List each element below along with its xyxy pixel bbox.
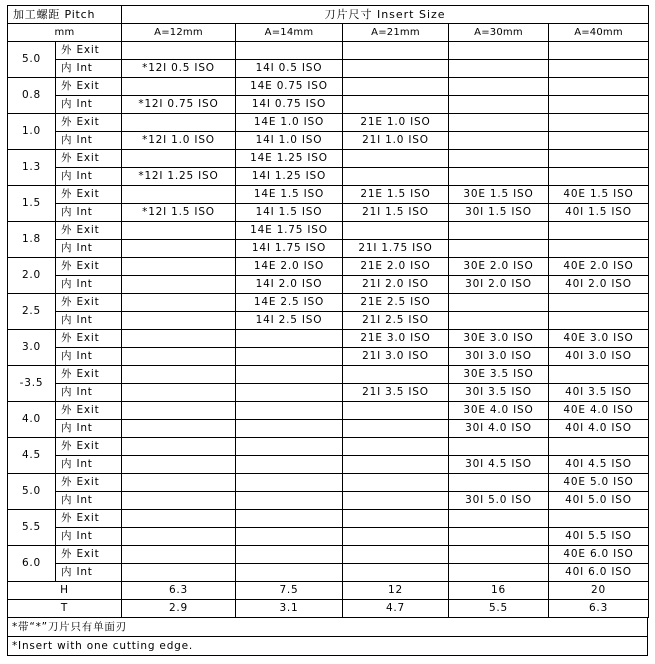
- insert-cell: *12I 1.25 ISO: [122, 168, 236, 186]
- insert-cell: 21E 3.0 ISO: [343, 330, 449, 348]
- insert-cell: 21E 2.0 ISO: [343, 258, 449, 276]
- insert-cell: [122, 510, 236, 528]
- pitch-value: 1.5: [8, 186, 56, 222]
- exit-label: 外 Exit: [56, 186, 122, 204]
- insert-cell: [449, 294, 549, 312]
- insert-cell: [122, 348, 236, 366]
- insert-cell: 30E 3.0 ISO: [449, 330, 549, 348]
- table-row-int: [8, 384, 649, 402]
- table-row-exit: [8, 366, 649, 384]
- table-row-exit: [8, 510, 649, 528]
- insert-cell: [449, 528, 549, 546]
- table-row-int: [8, 60, 649, 78]
- insert-cell: 40E 4.0 ISO: [549, 402, 649, 420]
- insert-cell: [549, 114, 649, 132]
- insert-cell: 30E 1.5 ISO: [449, 186, 549, 204]
- dimension-value: 16: [449, 582, 549, 600]
- insert-cell: 14E 0.75 ISO: [236, 78, 343, 96]
- insert-cell: [549, 150, 649, 168]
- insert-cell: [236, 546, 343, 564]
- table-row-exit: [8, 222, 649, 240]
- int-label: 内 Int: [56, 240, 122, 258]
- insert-cell: [549, 240, 649, 258]
- insert-cell: [236, 492, 343, 510]
- insert-cell: [122, 402, 236, 420]
- insert-cell: [449, 78, 549, 96]
- insert-cell: [236, 330, 343, 348]
- insert-cell: [343, 438, 449, 456]
- insert-cell: 21I 1.5 ISO: [343, 204, 449, 222]
- insert-cell: [449, 564, 549, 582]
- column-header-a14: A=14mm: [236, 24, 343, 42]
- pitch-value: 4.5: [8, 438, 56, 474]
- insert-cell: [449, 312, 549, 330]
- insert-cell: 21I 2.0 ISO: [343, 276, 449, 294]
- table-row-exit: [8, 474, 649, 492]
- insert-cell: [449, 438, 549, 456]
- table-row-int: [8, 204, 649, 222]
- insert-cell: 40I 1.5 ISO: [549, 204, 649, 222]
- exit-label: 外 Exit: [56, 294, 122, 312]
- dimension-value: 3.1: [236, 600, 343, 618]
- int-label: 内 Int: [56, 384, 122, 402]
- pitch-value: 5.0: [8, 474, 56, 510]
- insert-cell: 40E 3.0 ISO: [549, 330, 649, 348]
- note-english: *Insert with one cutting edge.: [7, 637, 648, 656]
- insert-cell: [122, 78, 236, 96]
- insert-cell: [343, 420, 449, 438]
- table-row-int: [8, 528, 649, 546]
- int-label: 内 Int: [56, 204, 122, 222]
- insert-cell: [343, 96, 449, 114]
- int-label: 内 Int: [56, 348, 122, 366]
- dimension-row: [8, 582, 649, 600]
- table-row-exit: [8, 294, 649, 312]
- int-label: 内 Int: [56, 420, 122, 438]
- pitch-value: 3.0: [8, 330, 56, 366]
- insert-cell: 14I 2.0 ISO: [236, 276, 343, 294]
- column-header-a21: A=21mm: [343, 24, 449, 42]
- int-label: 内 Int: [56, 168, 122, 186]
- insert-cell: 30I 3.5 ISO: [449, 384, 549, 402]
- table-row-exit: [8, 258, 649, 276]
- insert-cell: [122, 276, 236, 294]
- insert-cell: [343, 366, 449, 384]
- exit-label: 外 Exit: [56, 402, 122, 420]
- insert-cell: [343, 60, 449, 78]
- header-row-top: [8, 6, 649, 24]
- insert-cell: 40E 2.0 ISO: [549, 258, 649, 276]
- pitch-value: 1.0: [8, 114, 56, 150]
- insert-cell: [343, 42, 449, 60]
- insert-cell: [343, 528, 449, 546]
- table-row-int: [8, 132, 649, 150]
- insert-cell: [549, 132, 649, 150]
- exit-label: 外 Exit: [56, 546, 122, 564]
- insert-cell: *12I 0.75 ISO: [122, 96, 236, 114]
- insert-cell: 30E 4.0 ISO: [449, 402, 549, 420]
- insert-cell: [549, 312, 649, 330]
- insert-cell: [236, 564, 343, 582]
- insert-cell: [449, 150, 549, 168]
- dimension-value: 7.5: [236, 582, 343, 600]
- exit-label: 外 Exit: [56, 474, 122, 492]
- insert-cell: [549, 438, 649, 456]
- insert-cell: 21I 1.75 ISO: [343, 240, 449, 258]
- insert-cell: 30I 5.0 ISO: [449, 492, 549, 510]
- insert-cell: [449, 510, 549, 528]
- insert-cell: [343, 564, 449, 582]
- table-row-exit: [8, 438, 649, 456]
- insert-cell: 40I 2.0 ISO: [549, 276, 649, 294]
- pitch-value: 6.0: [8, 546, 56, 582]
- exit-label: 外 Exit: [56, 42, 122, 60]
- table-row-int: [8, 312, 649, 330]
- insert-cell: [449, 222, 549, 240]
- pitch-value: 5.5: [8, 510, 56, 546]
- insert-cell: [122, 150, 236, 168]
- insert-cell: [343, 510, 449, 528]
- insert-cell: 40I 3.0 ISO: [549, 348, 649, 366]
- insert-cell: *12I 0.5 ISO: [122, 60, 236, 78]
- table-row-exit: [8, 330, 649, 348]
- insert-cell: [122, 474, 236, 492]
- insert-cell: 30E 3.5 ISO: [449, 366, 549, 384]
- exit-label: 外 Exit: [56, 258, 122, 276]
- insert-cell: [122, 222, 236, 240]
- int-label: 内 Int: [56, 564, 122, 582]
- exit-label: 外 Exit: [56, 366, 122, 384]
- column-header-a30: A=30mm: [449, 24, 549, 42]
- insert-cell: 14E 2.0 ISO: [236, 258, 343, 276]
- table-row-exit: [8, 78, 649, 96]
- insert-cell: 21I 3.5 ISO: [343, 384, 449, 402]
- insert-cell: [236, 366, 343, 384]
- insert-cell: [122, 312, 236, 330]
- insert-cell: [449, 474, 549, 492]
- int-label: 内 Int: [56, 312, 122, 330]
- table-row-int: [8, 96, 649, 114]
- insert-cell: 40I 4.5 ISO: [549, 456, 649, 474]
- insert-cell: [122, 42, 236, 60]
- insert-size-table: [7, 5, 649, 618]
- insert-cell: [549, 42, 649, 60]
- column-header-a12: A=12mm: [122, 24, 236, 42]
- insert-cell: 30I 4.5 ISO: [449, 456, 549, 474]
- header-row-columns: [8, 24, 649, 42]
- insert-cell: [122, 240, 236, 258]
- insert-cell: [236, 402, 343, 420]
- dimension-row: [8, 600, 649, 618]
- insert-cell: 30I 4.0 ISO: [449, 420, 549, 438]
- insert-cell: 21I 3.0 ISO: [343, 348, 449, 366]
- insert-cell: [236, 474, 343, 492]
- insert-cell: [449, 240, 549, 258]
- insert-cell: [236, 456, 343, 474]
- table-row-int: [8, 240, 649, 258]
- note-chinese: *带“*”刀片只有单面刃: [7, 618, 648, 637]
- insert-cell: [236, 420, 343, 438]
- insert-cell: 40I 6.0 ISO: [549, 564, 649, 582]
- insert-cell: 30E 2.0 ISO: [449, 258, 549, 276]
- table-row-exit: [8, 114, 649, 132]
- insert-cell: 14E 1.75 ISO: [236, 222, 343, 240]
- insert-cell: [449, 60, 549, 78]
- table-row-exit: [8, 546, 649, 564]
- int-label: 内 Int: [56, 132, 122, 150]
- dimension-value: 2.9: [122, 600, 236, 618]
- insert-cell: 14I 1.5 ISO: [236, 204, 343, 222]
- exit-label: 外 Exit: [56, 510, 122, 528]
- insert-cell: 40I 5.5 ISO: [549, 528, 649, 546]
- pitch-value: 1.3: [8, 150, 56, 186]
- insert-cell: [343, 150, 449, 168]
- insert-cell: 21E 1.0 ISO: [343, 114, 449, 132]
- insert-cell: [122, 546, 236, 564]
- insert-cell: 14E 2.5 ISO: [236, 294, 343, 312]
- insert-cell: 14E 1.25 ISO: [236, 150, 343, 168]
- exit-label: 外 Exit: [56, 222, 122, 240]
- dimension-label: H: [8, 582, 122, 600]
- insert-cell: [343, 78, 449, 96]
- table-row-int: [8, 456, 649, 474]
- int-label: 内 Int: [56, 276, 122, 294]
- insert-cell: [343, 492, 449, 510]
- insert-cell: [343, 402, 449, 420]
- insert-cell: [449, 114, 549, 132]
- insert-size-sheet: [7, 5, 648, 656]
- dimension-value: 5.5: [449, 600, 549, 618]
- insert-cell: 14E 1.0 ISO: [236, 114, 343, 132]
- insert-cell: [343, 456, 449, 474]
- insert-cell: 30I 3.0 ISO: [449, 348, 549, 366]
- insert-cell: [236, 510, 343, 528]
- insert-cell: *12I 1.0 ISO: [122, 132, 236, 150]
- insert-cell: 21E 2.5 ISO: [343, 294, 449, 312]
- insert-cell: [343, 546, 449, 564]
- insert-cell: [122, 294, 236, 312]
- insert-cell: [122, 564, 236, 582]
- insert-cell: 40E 6.0 ISO: [549, 546, 649, 564]
- insert-cell: [549, 366, 649, 384]
- int-label: 内 Int: [56, 60, 122, 78]
- insert-cell: [122, 456, 236, 474]
- table-row-exit: [8, 186, 649, 204]
- pitch-value: -3.5: [8, 366, 56, 402]
- dimension-value: 6.3: [122, 582, 236, 600]
- exit-label: 外 Exit: [56, 330, 122, 348]
- insert-cell: [343, 168, 449, 186]
- insert-cell: [122, 492, 236, 510]
- table-row-int: [8, 564, 649, 582]
- insert-cell: 40E 5.0 ISO: [549, 474, 649, 492]
- exit-label: 外 Exit: [56, 438, 122, 456]
- int-label: 内 Int: [56, 528, 122, 546]
- pitch-title: 加工螺距 Pitch: [8, 6, 122, 24]
- insert-cell: 30I 1.5 ISO: [449, 204, 549, 222]
- insert-cell: [122, 420, 236, 438]
- insert-cell: [343, 474, 449, 492]
- exit-label: 外 Exit: [56, 150, 122, 168]
- table-row-exit: [8, 150, 649, 168]
- int-label: 内 Int: [56, 456, 122, 474]
- insert-cell: [449, 132, 549, 150]
- insert-cell: [449, 168, 549, 186]
- insert-cell: [549, 294, 649, 312]
- table-row-int: [8, 420, 649, 438]
- insert-cell: 30I 2.0 ISO: [449, 276, 549, 294]
- insert-cell: 14I 2.5 ISO: [236, 312, 343, 330]
- insert-cell: [122, 384, 236, 402]
- insert-cell: [549, 168, 649, 186]
- insert-cell: 21I 2.5 ISO: [343, 312, 449, 330]
- table-row-exit: [8, 42, 649, 60]
- insert-cell: [122, 366, 236, 384]
- exit-label: 外 Exit: [56, 78, 122, 96]
- table-row-int: [8, 348, 649, 366]
- dimension-value: 12: [343, 582, 449, 600]
- insert-cell: [549, 222, 649, 240]
- int-label: 内 Int: [56, 96, 122, 114]
- insert-cell: [236, 438, 343, 456]
- insert-cell: 21E 1.5 ISO: [343, 186, 449, 204]
- pitch-value: 2.5: [8, 294, 56, 330]
- insert-cell: [236, 42, 343, 60]
- insert-cell: [449, 42, 549, 60]
- insert-cell: [122, 114, 236, 132]
- table-row-int: [8, 168, 649, 186]
- insert-cell: [122, 528, 236, 546]
- insert-cell: [549, 510, 649, 528]
- insert-cell: 14I 1.0 ISO: [236, 132, 343, 150]
- pitch-value: 2.0: [8, 258, 56, 294]
- exit-label: 外 Exit: [56, 114, 122, 132]
- column-header-a40: A=40mm: [549, 24, 649, 42]
- insert-cell: [122, 186, 236, 204]
- insert-cell: [549, 78, 649, 96]
- insert-cell: [449, 546, 549, 564]
- insert-cell: 21I 1.0 ISO: [343, 132, 449, 150]
- dimension-label: T: [8, 600, 122, 618]
- insert-cell: 14E 1.5 ISO: [236, 186, 343, 204]
- unit-label: mm: [8, 24, 122, 42]
- pitch-value: 0.8: [8, 78, 56, 114]
- table-row-int: [8, 492, 649, 510]
- insert-cell: *12I 1.5 ISO: [122, 204, 236, 222]
- insert-cell: [449, 96, 549, 114]
- pitch-value: 4.0: [8, 402, 56, 438]
- insert-cell: [236, 384, 343, 402]
- dimension-value: 6.3: [549, 600, 649, 618]
- insert-cell: 14I 0.5 ISO: [236, 60, 343, 78]
- insert-cell: 14I 1.75 ISO: [236, 240, 343, 258]
- insert-cell: 14I 1.25 ISO: [236, 168, 343, 186]
- insert-cell: 40I 3.5 ISO: [549, 384, 649, 402]
- insert-cell: 14I 0.75 ISO: [236, 96, 343, 114]
- insert-cell: [236, 348, 343, 366]
- insert-cell: [122, 330, 236, 348]
- insert-cell: [549, 60, 649, 78]
- dimension-value: 20: [549, 582, 649, 600]
- pitch-value: 5.0: [8, 42, 56, 78]
- insert-cell: [122, 438, 236, 456]
- pitch-value: 1.8: [8, 222, 56, 258]
- insert-cell: 40I 5.0 ISO: [549, 492, 649, 510]
- table-row-int: [8, 276, 649, 294]
- insert-cell: [236, 528, 343, 546]
- insert-cell: [549, 96, 649, 114]
- insert-cell: 40I 4.0 ISO: [549, 420, 649, 438]
- dimension-value: 4.7: [343, 600, 449, 618]
- insert-cell: 40E 1.5 ISO: [549, 186, 649, 204]
- insert-cell: [122, 258, 236, 276]
- insert-size-title: 刀片尺寸 Insert Size: [122, 6, 649, 24]
- insert-cell: [343, 222, 449, 240]
- int-label: 内 Int: [56, 492, 122, 510]
- table-row-exit: [8, 402, 649, 420]
